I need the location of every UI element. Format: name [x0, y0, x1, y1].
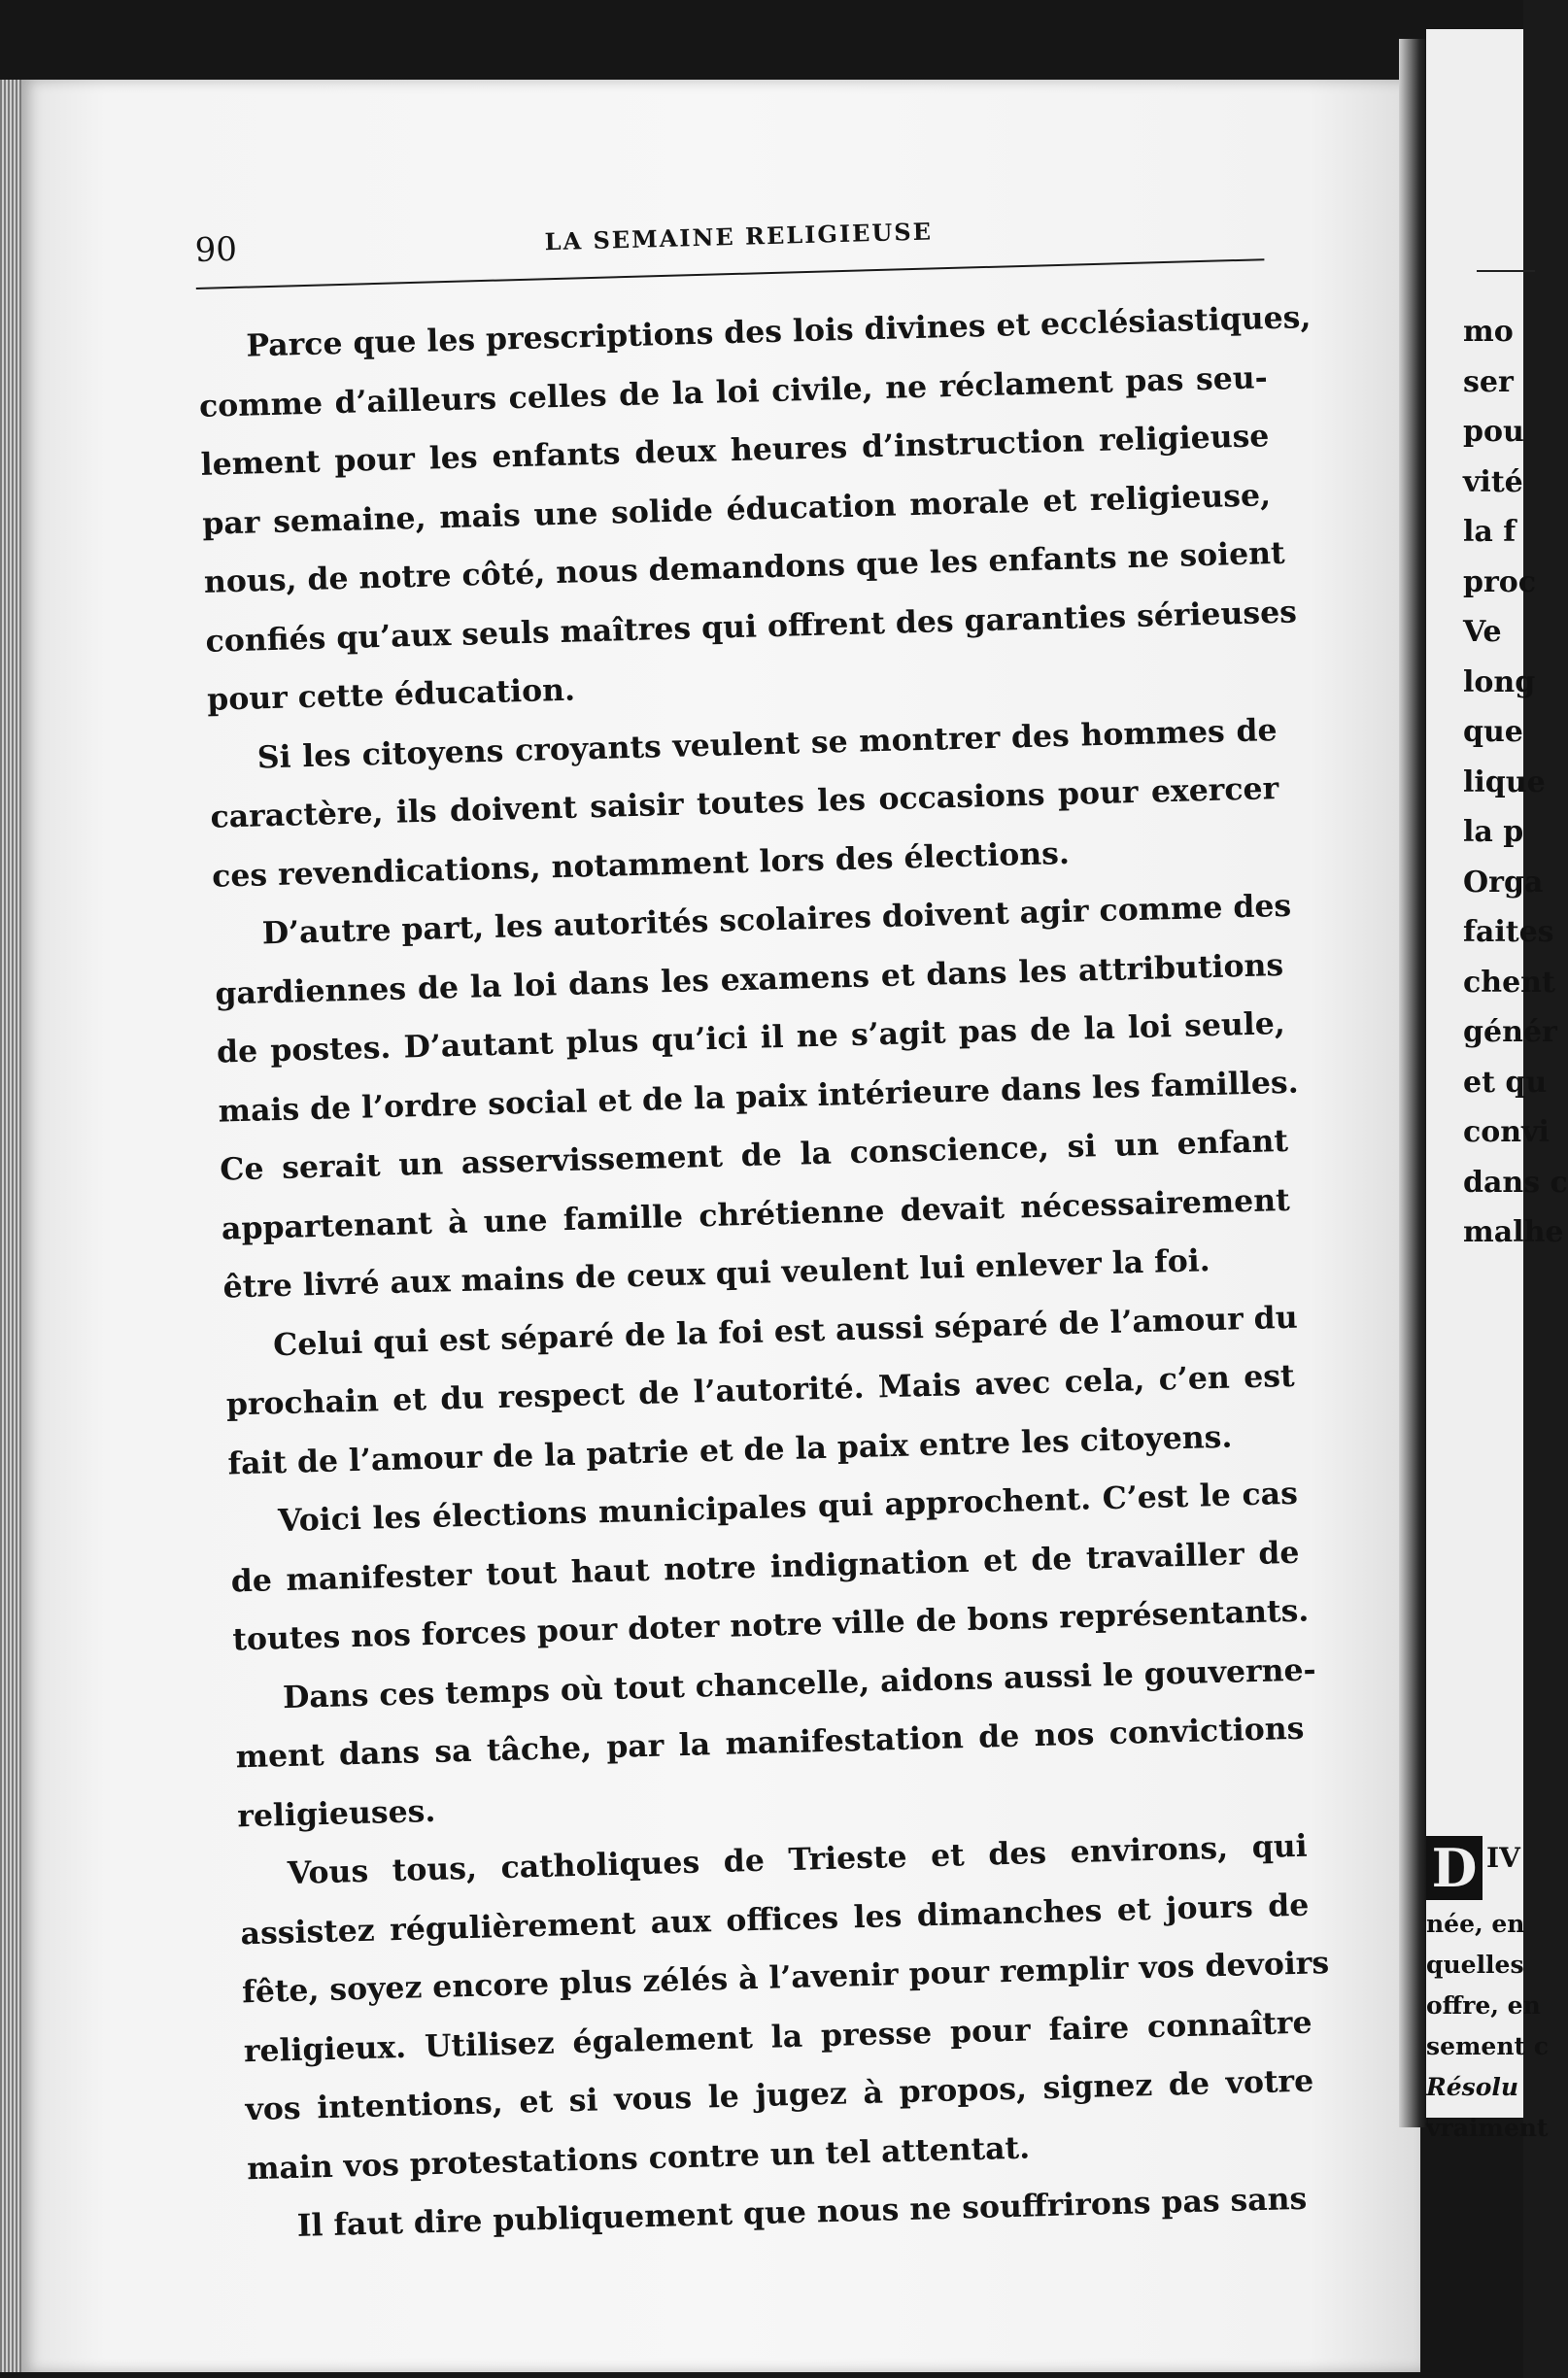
fragment-line: malhe: [1463, 1215, 1564, 1249]
text-line: ment dans sa tâche, par la manifestation de nos convictions: [235, 1710, 1305, 1776]
right-page-lower-fragments: [1426, 1807, 1549, 2149]
fragment-line: faites: [1463, 915, 1554, 949]
text-line: fête, soyez encore plus zélés à l’avenir pour remplir vos devoirs: [241, 1945, 1330, 2011]
right-page-header-rule: [1477, 270, 1535, 272]
fragment-line: proc: [1463, 564, 1537, 599]
right-page-line-fragments: [1463, 307, 1568, 1258]
paragraph: [233, 1641, 1317, 1846]
running-head: LA SEMAINE RELIGIEUSE: [544, 217, 934, 256]
fragment-line: offre, en: [1426, 1991, 1541, 2020]
fragment-line: née, en: [1426, 1910, 1525, 1938]
right-page-fragment: [1426, 29, 1568, 2142]
text-line: vos intentions, et si vous le jugez à propos, signez de votre: [245, 2062, 1314, 2128]
text-line: prochain et du respect de l’autorité. Mais avec cela, c’en est: [225, 1357, 1296, 1423]
paragraph: [238, 1817, 1330, 2199]
fragment-line: sement c: [1426, 2032, 1549, 2060]
text-line: gardiennes de la loi dans les examens et dans les attributions: [214, 946, 1284, 1012]
fragment-line: Orga: [1463, 865, 1544, 900]
fragment-line: chent: [1463, 965, 1555, 1000]
book-gutter: [1399, 39, 1428, 2127]
text-line: Il faut dire publiquement que nous ne souffrirons pas sans: [296, 2180, 1308, 2244]
fragment-line: pou: [1463, 415, 1524, 449]
text-line: Vous tous, catholiques de Trieste et des environs, qui: [287, 1827, 1309, 1892]
page-number: 90: [194, 229, 238, 270]
text-line: D’autre part, les autorités scolaires doivent agir comme des: [261, 887, 1292, 952]
text-line: comme d’ailleurs celles de la loi civile, ne réclament pas seu-: [198, 358, 1269, 425]
text-line: de postes. D’autant plus qu’ici il ne s’agit pas de la loi seule,: [216, 1004, 1286, 1070]
text-line: Voici les élections municipales qui approchent. C’est le cas: [277, 1475, 1299, 1540]
fragment-line: convi: [1463, 1115, 1550, 1149]
text-line: Celui qui est séparé de la foi est aussi séparé de l’amour du: [272, 1299, 1299, 1363]
text-line: par semaine, mais une solide éducation morale et religieuse,: [201, 476, 1272, 542]
fragment-line: génér: [1463, 1015, 1557, 1049]
dropcap-initial: D: [1426, 1836, 1483, 1900]
text-line: pour cette éducation.: [206, 671, 576, 718]
fragment-line: quelles: [1426, 1951, 1524, 1979]
text-line: Si les citoyens croyants veulent se montrer des hommes de: [256, 711, 1278, 775]
text-line: caractère, ils doivent saisir toutes les occasions pour exercer: [210, 770, 1279, 835]
left-page-text: [194, 192, 1395, 2258]
page-stack-edge: [0, 80, 21, 2372]
text-line: Parce que les prescriptions des lois divines et ecclésiastiques,: [245, 298, 1312, 364]
text-line: nous, de notre côté, nous demandons que les enfants ne soient: [203, 534, 1286, 600]
fragment-line: Ve: [1463, 615, 1502, 649]
text-line: ces revendications, notamment lors des élections.: [211, 834, 1071, 895]
fragment-line: dans c: [1463, 1165, 1568, 1200]
fragment-line: la f: [1463, 515, 1517, 549]
dropcap-following-text: IV: [1486, 1842, 1520, 1874]
fragment-line: Résolu: [1426, 2073, 1519, 2101]
paragraph: [228, 1465, 1310, 1670]
paragraph: [208, 701, 1281, 906]
text-line: toutes nos forces pour doter notre ville de bons représentants.: [231, 1592, 1310, 1658]
paragraph: [223, 1288, 1297, 1493]
text-line: lement pour les enfants deux heures d’instruction religieuse: [200, 418, 1270, 483]
text-line: religieux. Utilisez également la presse pour faire connaître: [243, 2004, 1313, 2069]
text-line: assistez régulièrement aux offices les dimanches et jours de: [240, 1886, 1310, 1952]
fragment-line: vité: [1463, 464, 1523, 499]
fragment-line: que: [1463, 715, 1523, 749]
fragment-line: lique: [1463, 764, 1546, 799]
fragment-line: et qu: [1463, 1065, 1548, 1100]
fragment-line: ser: [1463, 364, 1514, 399]
text-line: être livré aux mains de ceux qui veulent lui enlever la foi.: [222, 1242, 1211, 1306]
text-line: Dans ces temps où tout chancelle, aidons aussi le gouverne-: [282, 1650, 1317, 1716]
text-line: appartenant à une famille chrétienne devait nécessairement: [221, 1181, 1291, 1247]
text-line: confiés qu’aux seuls maîtres qui offrent des garanties sérieuses: [205, 593, 1298, 660]
text-line: mais de l’ordre social et de la paix intérieure dans les familles.: [218, 1064, 1300, 1130]
text-line: main vos protestations contre un tel attentat.: [246, 2128, 1031, 2187]
text-line: religieuses.: [236, 1792, 436, 1834]
fragment-line: la p: [1463, 815, 1524, 849]
fragment-line: vraiment: [1426, 2114, 1549, 2142]
fragment-line: long: [1463, 664, 1536, 699]
paragraph: [197, 289, 1312, 730]
body-text: [197, 288, 1396, 2258]
text-line: de manifester tout haut notre indignation et de travailler de: [230, 1534, 1300, 1599]
fragment-line: mo: [1463, 315, 1514, 349]
text-line: fait de l’amour de la patrie et de la paix entre les citoyens.: [227, 1418, 1233, 1482]
paragraph: [213, 877, 1300, 1317]
text-line: Ce serait un asservissement de la conscience, si un enfant: [219, 1122, 1289, 1188]
